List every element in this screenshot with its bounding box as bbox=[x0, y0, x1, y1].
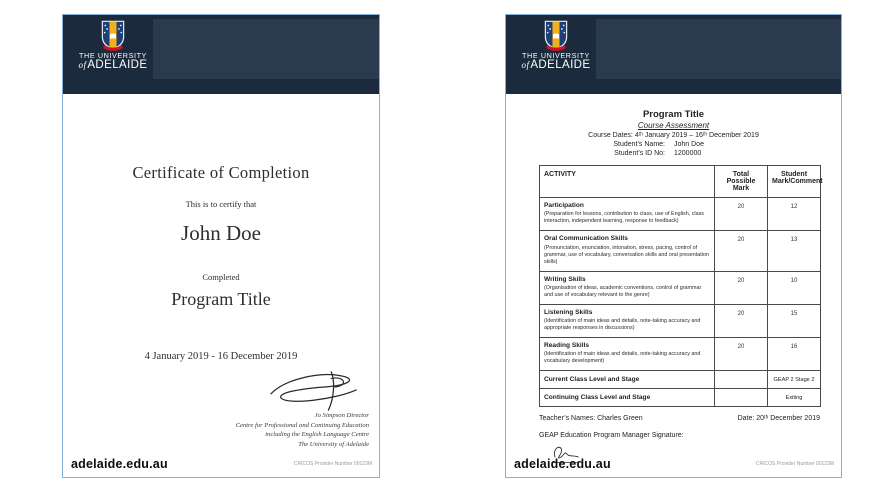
empty-cell bbox=[715, 389, 768, 407]
wordmark-line2 bbox=[513, 60, 599, 72]
wordmark-name: ADELAIDE bbox=[87, 58, 148, 71]
course-dates: Course Dates: 4ᵗʰ January 2019 – 16ᵗʰ December 2019 bbox=[588, 132, 759, 139]
wordmark-of: of bbox=[78, 59, 87, 70]
activity-cell bbox=[540, 271, 715, 304]
assessment-date: Date: 20ᵗʰ December 2019 bbox=[737, 415, 820, 423]
completed-label: Completed bbox=[202, 272, 240, 282]
col-header-mark: Student Mark/Comment bbox=[768, 166, 821, 198]
empty-cell bbox=[715, 371, 768, 389]
activity-detail: (Organisation of ideas, academic conventions, control of grammar and use of vocabulary relevant to the genre) bbox=[544, 284, 702, 298]
student-id-value: 1200000 bbox=[674, 150, 702, 157]
student-mark-cell: 15 bbox=[768, 304, 821, 337]
footer-url: adelaide.edu.au bbox=[71, 457, 168, 471]
assessment-program-title: Program Title bbox=[642, 109, 705, 120]
student-name: John Doe bbox=[181, 221, 261, 245]
possible-mark-cell: 20 bbox=[715, 231, 768, 271]
activity-name: Participation bbox=[544, 202, 584, 209]
possible-mark-cell: 20 bbox=[715, 198, 768, 231]
certificate-date-range: 4 January 2019 - 16 December 2019 bbox=[144, 351, 298, 362]
certify-line: This is to certify that bbox=[185, 199, 257, 209]
activity-detail: (Identification of main ideas and details, note-taking accuracy and appropriate responses in discussions) bbox=[544, 318, 701, 332]
summary-value: GEAP 2 Stage 2 bbox=[768, 371, 821, 389]
activity-name: Listening Skills bbox=[544, 308, 593, 316]
activity-detail: (Pronunciation, enunciation, intonation, stress, pacing, control of grammar, use of vocabulary, conversation skills and oral presentation skills) bbox=[544, 244, 709, 265]
signatory-line: The University of Adelaide bbox=[298, 440, 369, 448]
possible-mark-cell: 20 bbox=[715, 271, 768, 304]
possible-mark-cell: 20 bbox=[715, 304, 768, 337]
assessment-subtitle: Course Assessment bbox=[637, 121, 710, 130]
assessment-header-band bbox=[506, 15, 841, 94]
activity-cell bbox=[540, 304, 715, 337]
program-title: Program Title bbox=[171, 289, 271, 309]
student-name-label: Student’s Name: bbox=[613, 141, 665, 148]
university-logo bbox=[513, 19, 599, 90]
summary-label: Current Class Level and Stage bbox=[540, 371, 715, 389]
header-band-light-panel bbox=[153, 19, 379, 79]
student-id-row bbox=[506, 150, 841, 157]
activity-detail: (Preparation for lessons, contribution to class, use of English, class interaction, independent learning, response to feedback) bbox=[544, 211, 705, 225]
activity-detail: (Identification of main ideas and details, note-taking accuracy and vocabulary development) bbox=[544, 351, 701, 365]
activity-name: Writing Skills bbox=[544, 275, 586, 283]
teacher-name: Teacher’s Names: Charles Green bbox=[539, 415, 643, 423]
col-header-possible: Total Possible Mark bbox=[715, 166, 768, 198]
signatory-line: Jo Simpson Director bbox=[314, 412, 369, 419]
assessment-page bbox=[505, 14, 842, 478]
cricos-fineprint: CRICOS Provider Number 00123M bbox=[755, 461, 834, 467]
student-mark-cell: 10 bbox=[768, 271, 821, 304]
col-header-activity: ACTIVITY bbox=[540, 166, 715, 198]
university-crest-icon bbox=[543, 20, 569, 51]
table-row bbox=[540, 271, 821, 304]
footer-url: adelaide.edu.au bbox=[514, 457, 611, 471]
certificate-title: Certificate of Completion bbox=[132, 163, 310, 182]
table-header-row bbox=[540, 166, 821, 198]
manager-signature-label: GEAP Education Program Manager Signature: bbox=[539, 432, 684, 440]
wordmark-line1: THE UNIVERSITY bbox=[79, 51, 147, 60]
summary-label: Continuing Class Level and Stage bbox=[540, 389, 715, 407]
table-row bbox=[540, 231, 821, 271]
student-id-label: Student’s ID No: bbox=[614, 150, 665, 157]
activity-cell bbox=[540, 338, 715, 371]
wordmark-name: ADELAIDE bbox=[530, 58, 591, 71]
header-band-light-panel bbox=[596, 19, 841, 79]
wordmark-of: of bbox=[521, 59, 530, 70]
student-mark-cell: 16 bbox=[768, 338, 821, 371]
university-logo bbox=[70, 19, 156, 90]
activity-cell bbox=[540, 198, 715, 231]
university-crest-icon bbox=[100, 20, 126, 51]
signatory-block bbox=[236, 411, 369, 449]
wordmark-line2 bbox=[70, 60, 156, 72]
teacher-date-row bbox=[539, 415, 820, 422]
director-signature bbox=[267, 367, 363, 411]
activity-cell bbox=[540, 231, 715, 271]
summary-row bbox=[540, 389, 821, 407]
activity-name: Oral Communication Skills bbox=[544, 235, 628, 243]
wordmark-line1: THE UNIVERSITY bbox=[522, 51, 590, 60]
assessment-body bbox=[539, 165, 823, 474]
table-row bbox=[540, 198, 821, 231]
summary-row bbox=[540, 371, 821, 389]
certificate-page bbox=[62, 14, 380, 478]
signatory-line: Centre for Professional and Continuing Education bbox=[235, 421, 369, 429]
student-mark-cell: 13 bbox=[768, 231, 821, 271]
summary-value: Exiting bbox=[768, 389, 821, 407]
table-row bbox=[540, 338, 821, 371]
assessment-heading bbox=[506, 109, 841, 157]
activity-name: Reading Skills bbox=[544, 342, 590, 350]
student-mark-cell: 12 bbox=[768, 198, 821, 231]
student-name-row bbox=[506, 141, 841, 148]
table-row bbox=[540, 304, 821, 337]
signatory-line: including the English Language Centre bbox=[265, 431, 369, 439]
assessment-table bbox=[539, 165, 821, 407]
possible-mark-cell: 20 bbox=[715, 338, 768, 371]
student-name-value: John Doe bbox=[674, 141, 704, 148]
certificate-header-band bbox=[63, 15, 379, 94]
cricos-fineprint: CRICOS Provider Number 00123M bbox=[293, 461, 372, 467]
